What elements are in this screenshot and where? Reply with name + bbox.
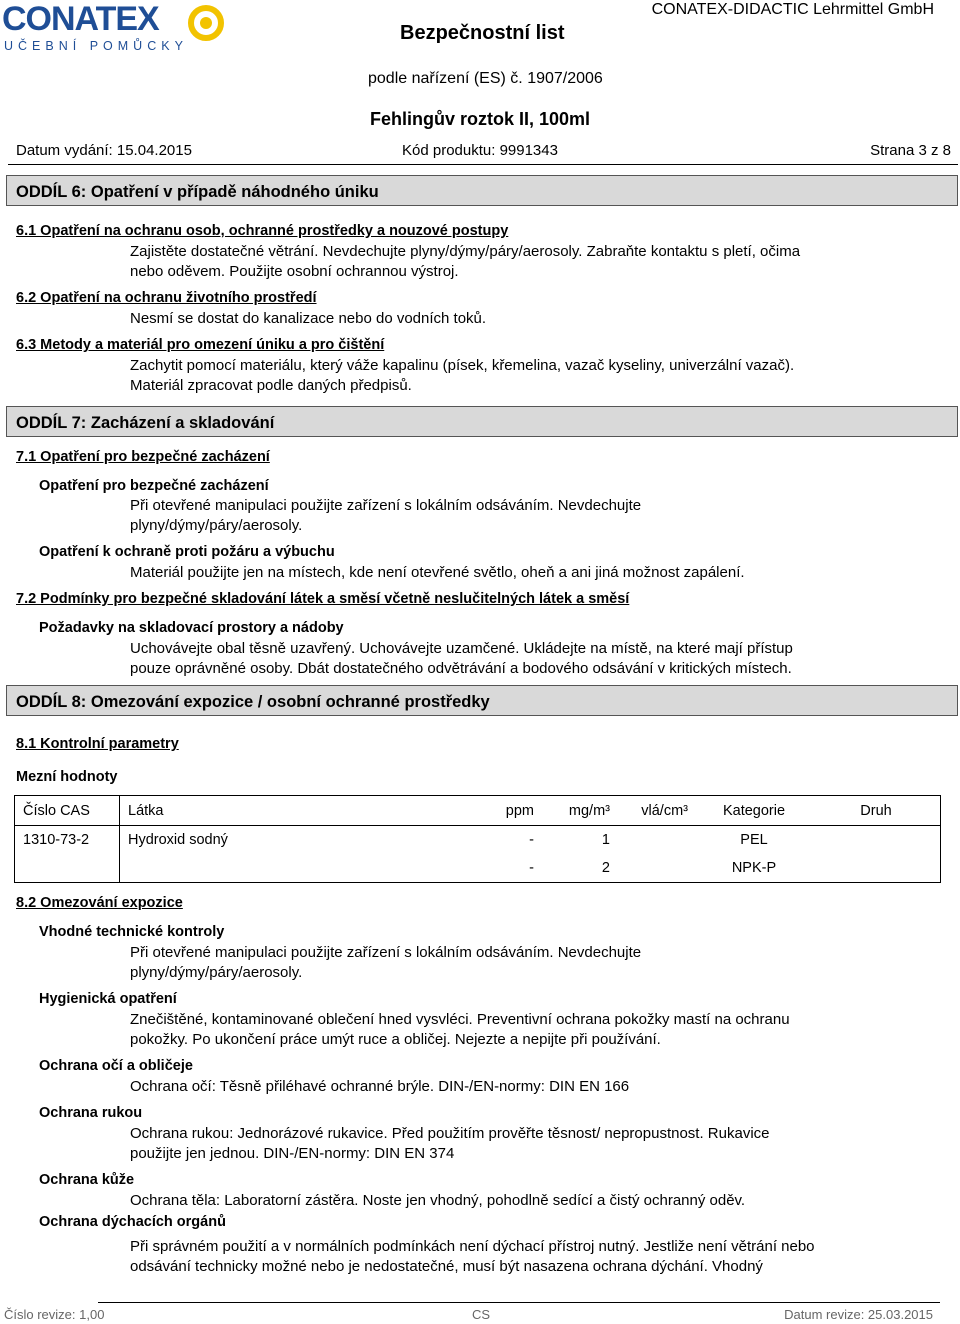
header-divider [8,164,958,165]
skin-protection-title: Ochrana kůže [39,1172,135,1188]
respiratory-protection-line1: Při správném použití a v normálních podmínkách není dýchací přístroj nutný. Jestliže není větrání nebo [130,1238,815,1255]
subsection-7-2-title: 7.2 Podmínky pro bezpečné skladování látek a směsí včetně neslučitelných látek a směsí [16,591,630,607]
eye-protection-title: Ochrana očí a obličeje [39,1058,193,1074]
storage-line2: pouze oprávněné osoby. Dbát dostatečného odvětrávání a bodového odsávání v kritických místech. [130,660,792,677]
fire-protection-title: Opatření k ochraně proti požáru a výbuchu [39,544,335,560]
col-fibers: vlá/cm³ [618,796,696,826]
safe-handling-line2: plyny/dýmy/páry/aerosoly. [130,517,303,534]
logo [2,0,232,54]
table-row [15,826,941,855]
cell-fibers [618,854,696,883]
cell-type [812,826,941,855]
tech-controls-line2: plyny/dýmy/páry/aerosoly. [130,964,303,981]
cell-fibers [618,826,696,855]
revision-number: Číslo revize: 1,00 [4,1307,105,1322]
text-6-2-line1: Nesmí se dostat do kanalizace nebo do vodních toků. [130,310,487,327]
cell-cas [15,854,120,883]
cell-ppm: - [496,854,542,883]
storage-title: Požadavky na skladovací prostory a nádoby [39,620,344,636]
col-substance: Látka [120,796,497,826]
hand-protection-line1: Ochrana rukou: Jednorázové rukavice. Před použitím prověřte těsnost/ nepropustnost. Rukavice [130,1125,770,1142]
section-8-title: ODDÍL 8: Omezování expozice / osobní ochranné prostředky [16,693,490,711]
col-type: Druh [812,796,941,826]
product-code: Kód produktu: 9991343 [402,142,558,159]
logo-tagline: UČEBNÍ POMŮCKY [4,39,188,53]
page-number: Strana 3 z 8 [870,142,951,159]
section-7-title: ODDÍL 7: Zacházení a skladování [16,414,275,432]
table-row [15,854,941,883]
logo-wordmark: CONATEX [2,0,159,38]
limits-title: Mezní hodnoty [16,769,118,785]
hygiene-line1: Znečištěné, kontaminované oblečení hned vysvléci. Preventivní ochrana pokožky mastí na ochranu [130,1011,790,1028]
cell-category: NPK-P [696,854,812,883]
tech-controls-title: Vhodné technické kontroly [39,924,225,940]
subsection-6-2-title: 6.2 Opatření na ochranu životního prostředí [16,290,317,306]
cell-substance [120,854,497,883]
hand-protection-line2: použijte jen jednou. DIN-/EN-normy: DIN EN 374 [130,1145,455,1162]
section-8-header [6,685,958,716]
col-category: Kategorie [696,796,812,826]
product-name: Fehlingův roztok II, 100ml [370,109,591,129]
safe-handling-line1: Při otevřené manipulaci použijte zařízení s lokálním odsáváním. Nevdechujte [130,497,642,514]
subsection-8-1-title: 8.1 Kontrolní parametry [16,736,179,752]
cell-type [812,854,941,883]
cell-category: PEL [740,832,768,848]
document-title: Bezpečnostní list [400,22,565,44]
hygiene-title: Hygienická opatření [39,991,177,1007]
respiratory-protection-line2: odsávání technicky možné nebo je nedostatečné, musí být nasazena ochrana dýchání. Vhodný [130,1258,763,1275]
tech-controls-line1: Při otevřené manipulaci použijte zařízení s lokálním odsáváním. Nevdechujte [130,944,642,961]
safe-handling-title: Opatření pro bezpečné zacházení [39,478,269,494]
footer-divider [98,1302,940,1303]
text-6-1-line2: nebo oděvem. Použijte osobní ochrannou výstroj. [130,263,459,280]
language-code: CS [472,1307,491,1322]
hygiene-line2: pokožky. Po ukončení práce umýt ruce a obličej. Nejezte a nepijte při používání. [130,1031,661,1048]
section-6-header [6,175,958,206]
text-6-3-line1: Zachytit pomocí materiálu, který váže kapalinu (písek, křemelina, vazač kyseliny, univerzální vazač). [130,357,795,374]
skin-protection-line1: Ochrana těla: Laboratorní zástěra. Noste jen vhodný, pohodlně sedící a čistý ochranný oděv. [130,1192,746,1209]
logo-bulb-icon [186,5,226,45]
col-ppm: ppm [496,796,542,826]
cell-mgm3: 1 [601,832,610,848]
subsection-8-2-title: 8.2 Omezování expozice [16,895,183,911]
fire-protection-line1: Materiál použijte jen na místech, kde není otevřené světlo, oheň a ani jiná možnost zapálení. [130,564,745,581]
issue-date: Datum vydání: 15.04.2015 [16,142,192,159]
subsection-6-3-title: 6.3 Metody a materiál pro omezení úniku a pro čištění [16,337,385,353]
regulation: podle nařízení (ES) č. 1907/2006 [368,70,603,87]
company-name: CONATEX-DIDACTIC Lehrmittel GmbH [651,1,934,18]
section-6-title: ODDÍL 6: Opatření v případě náhodného úniku [16,183,379,201]
col-cas: Číslo CAS [15,796,120,826]
hand-protection-title: Ochrana rukou [39,1105,143,1121]
cell-ppm: - [529,832,534,848]
text-6-3-line2: Materiál zpracovat podle daných předpisů. [130,377,412,394]
section-7-header [6,406,958,437]
cell-substance: Hydroxid sodný [120,826,497,855]
text-6-1-line1: Zajistěte dostatečné větrání. Nevdechujte plyny/dýmy/páry/aerosoly. Zabraňte kontaktu s pletí, očima [130,243,801,260]
table-header-row [15,796,941,826]
cell-cas: 1310-73-2 [15,826,120,855]
col-mgm3: mg/m³ [542,796,618,826]
cell-mgm3: 2 [542,854,618,883]
storage-line1: Uchovávejte obal těsně uzavřený. Uchovávejte uzamčené. Ukládejte na místě, na které mají přístup [130,640,793,657]
respiratory-protection-title: Ochrana dýchacích orgánů [39,1214,226,1230]
eye-protection-line1: Ochrana očí: Těsně přiléhavé ochranné brýle. DIN-/EN-normy: DIN EN 166 [130,1078,630,1095]
revision-date: Datum revize: 25.03.2015 [784,1307,933,1322]
subsection-7-1-title: 7.1 Opatření pro bezpečné zacházení [16,449,270,465]
exposure-limits-table [14,795,941,883]
subsection-6-1-title: 6.1 Opatření na ochranu osob, ochranné prostředky a nouzové postupy [16,223,509,239]
